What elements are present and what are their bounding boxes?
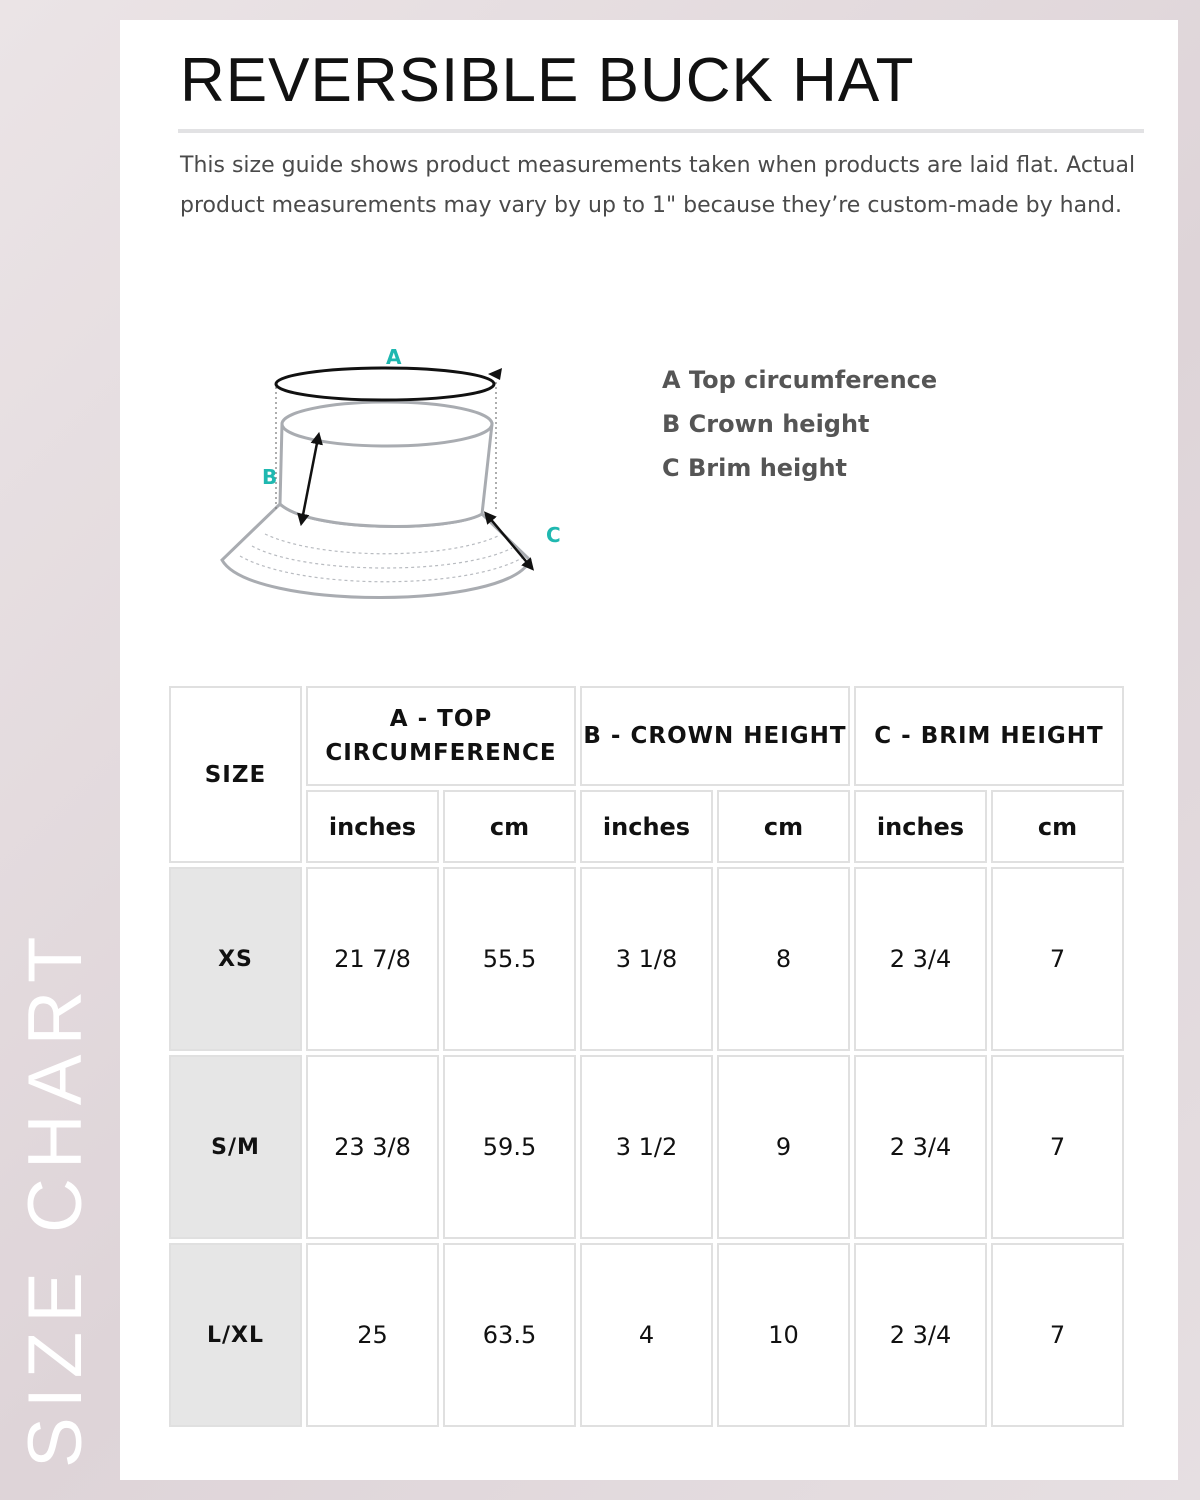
table-cell: 55.5 xyxy=(443,867,576,1051)
legend-item-c: C Brim height xyxy=(662,454,848,482)
table-cell: 21 7/8 xyxy=(306,867,439,1051)
legend-item-a: A Top circumference xyxy=(662,366,938,394)
table-cell: 7 xyxy=(991,867,1124,1051)
table-unit-header-row xyxy=(169,790,1124,863)
table-cell: 2 3/4 xyxy=(854,867,987,1051)
label-b: B xyxy=(262,465,278,489)
size-label: XS xyxy=(169,867,302,1051)
measure-a-ring xyxy=(276,368,494,400)
hat-crown-top xyxy=(282,402,492,446)
table-cell: 2 3/4 xyxy=(854,1055,987,1239)
table-cell: 25 xyxy=(306,1243,439,1427)
unit-header: cm xyxy=(717,790,850,863)
measurement-legend xyxy=(662,358,937,490)
unit-header: inches xyxy=(580,790,713,863)
table-cell: 8 xyxy=(717,867,850,1051)
table-cell: 9 xyxy=(717,1055,850,1239)
table-cell: 3 1/8 xyxy=(580,867,713,1051)
description: This size guide shows product measurements taken when products are laid flat. Actual product measurements may vary by up to 1" because they’re custom-made by hand. xyxy=(180,153,1136,218)
legend-item-b: B Crown height xyxy=(662,410,870,438)
table-cell: 2 3/4 xyxy=(854,1243,987,1427)
table-row xyxy=(169,1055,1124,1239)
label-c: C xyxy=(546,523,561,547)
table-cell: 23 3/8 xyxy=(306,1055,439,1239)
size-label: L/XL xyxy=(169,1243,302,1427)
side-label: SIZE CHART xyxy=(13,927,98,1468)
bucket-hat-diagram xyxy=(210,320,570,600)
label-a: A xyxy=(386,345,402,369)
unit-header: cm xyxy=(443,790,576,863)
group-header-crown-height: B - CROWN HEIGHT xyxy=(580,686,850,786)
table-cell: 3 1/2 xyxy=(580,1055,713,1239)
table-row xyxy=(169,1243,1124,1427)
table-cell: 4 xyxy=(580,1243,713,1427)
table-cell: 10 xyxy=(717,1243,850,1427)
table-cell: 63.5 xyxy=(443,1243,576,1427)
table-row xyxy=(169,867,1124,1051)
table-cell: 7 xyxy=(991,1243,1124,1427)
unit-header: inches xyxy=(306,790,439,863)
group-header-top-circumference: A - TOP CIRCUMFERENCE xyxy=(306,686,576,786)
table-group-header-row xyxy=(169,686,1124,786)
unit-header: inches xyxy=(854,790,987,863)
size-column-header: SIZE xyxy=(169,686,302,863)
title-divider xyxy=(178,129,1144,133)
size-chart-card xyxy=(120,20,1178,1480)
unit-header: cm xyxy=(991,790,1124,863)
table-cell: 59.5 xyxy=(443,1055,576,1239)
page-title: REVERSIBLE BUCK HAT xyxy=(180,46,915,115)
table-cell: 7 xyxy=(991,1055,1124,1239)
size-label: S/M xyxy=(169,1055,302,1239)
group-header-brim-height: C - BRIM HEIGHT xyxy=(854,686,1124,786)
size-table xyxy=(165,682,1128,1431)
